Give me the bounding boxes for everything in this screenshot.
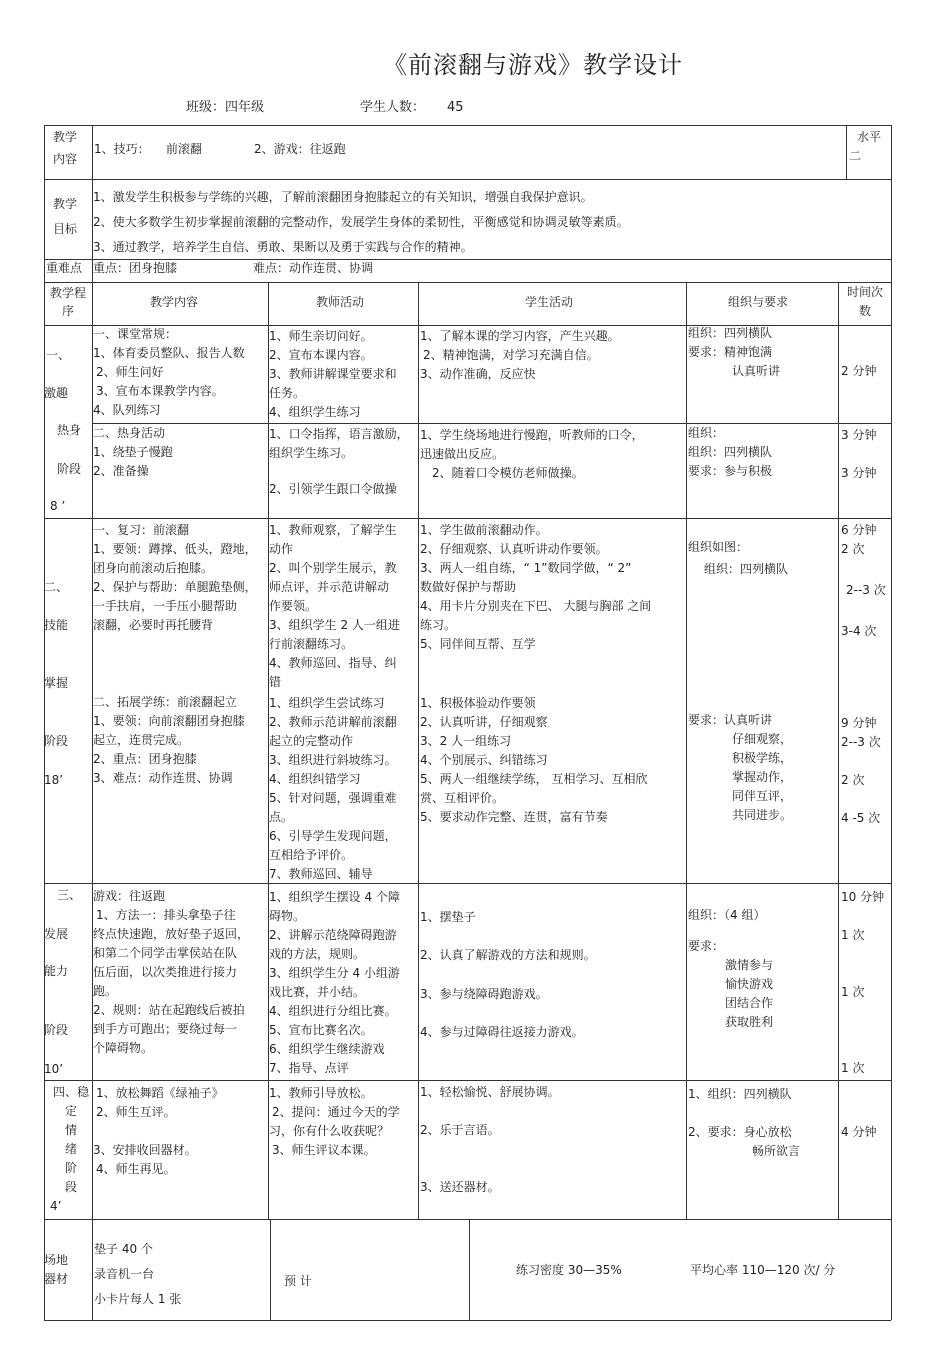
content-cell: 1、放松舞蹈《绿袖子》 2、师生互评。 3、安排收回器材。 4、师生再见。	[93, 1086, 224, 1176]
difficulty-label: 重难点	[46, 261, 83, 275]
stage-label: 四、稳 定 情 绪 阶 段 4’	[50, 1085, 89, 1213]
teacher-cell: 1、口令指挥，语言激励， 组织学生练习。 2、引领学生跟口令做操	[269, 427, 409, 496]
student-cell: 1、摆垫子 2、认真了解游戏的方法和规则。 3、参与绕障碍跑游戏。 4、参与过障碍往返接力游戏。	[420, 910, 596, 1039]
stage-label: 技能	[44, 618, 69, 632]
header-procedure: 教学程 序	[49, 286, 86, 318]
organization-cell: 组织：四列横队 要求：精神饱满 认真听讲	[688, 326, 781, 378]
content-row-label: 教学 内容	[53, 130, 78, 166]
equipment-label: 场地 器材	[44, 1253, 69, 1286]
time-cell: 2 分钟	[841, 364, 877, 378]
student-cell: 1、积极体验动作要领 2、认真听讲，仔细观察 3、2 人一组练习 4、个别展示、纠错练习 5、两人一组继续学练， 互相学习、互相欣 赏、互相评价。 5、要求动作完整、连贯，富有节奏	[420, 696, 648, 824]
goals-list	[93, 185, 629, 260]
organization-cell: 组织： 组织：四列横队 要求：参与积极	[688, 426, 773, 478]
students-label: 学生人数：	[360, 100, 426, 115]
goal-item: 3、通过教学，培养学生自信、勇敢、果断以及勇于实践与合作的精神。	[93, 240, 473, 254]
time-cell: 9 分钟 2--3 次 2 次 4 -5 次	[841, 716, 881, 825]
header-content: 教学内容	[150, 295, 199, 309]
teacher-cell: 1、组织学生摆设 4 个障 碍物。 2、讲解示范绕障碍跑游 戏的方法，规则。 3、组织学生分 4 小组游 戏比赛，并小结。 4、组织进行分组比赛。 5、宣布比赛名次。 6、组织学生继续游戏 7、指导、点评	[269, 890, 400, 1075]
content-cell: 一、复习：前滚翻 1、要领：蹲撑、低头，蹬地， 团身向前滚动后抱膝。 2、保护与帮助：单腿跪垫侧， 一手扶肩，一手压小腿帮助 滚翻，必要时再托腰背	[93, 523, 257, 632]
content-cell: 一、课堂常规： 1、体育委员整队、报告人数 2、师生问好 3、宣布本课教学内容。 4、队列练习	[93, 327, 245, 417]
stage-label: 能力	[44, 964, 69, 978]
equipment-list	[94, 1237, 181, 1312]
header-organization: 组织与要求	[728, 295, 789, 309]
stage-label: 二、	[44, 580, 69, 594]
content-cell: 二、热身活动 1、绕垫子慢跑 2、准备操	[93, 426, 173, 478]
stage-label: 阶段	[44, 1023, 69, 1037]
content-game: 2、游戏：往返跑	[254, 142, 346, 156]
content-cell: 二、拓展学练：前滚翻起立 1、要领：向前滚翻团身抱膝 起立，连贯完成。 2、重点：团身抱膝 3、难点：动作连贯、协调	[93, 695, 245, 785]
stage-label: 热身	[57, 423, 82, 437]
time-cell: 3 分钟	[841, 466, 877, 480]
time-cell: 4 分钟	[841, 1125, 877, 1139]
equipment-item: 小卡片每人 1 张	[94, 1292, 182, 1306]
stage-label: 阶段	[57, 462, 82, 476]
teacher-cell: 1、教师观察，了解学生 动作 2、叫个别学生展示，教 师点评，并示范讲解动 作要领。 3、组织学生 2 人一组进 行前滚翻练习。 4、教师巡回、指导、纠 错	[269, 523, 400, 689]
header-time: 时间次 数	[846, 285, 883, 318]
header-student: 学生活动	[525, 295, 574, 309]
time-cell: 10 分钟 1 次 1 次 1 次	[841, 890, 885, 1075]
estimate-label: 预 计	[284, 1274, 312, 1288]
content-cell: 游戏：往返跑 1、方法一：排头拿垫子往 终点快速跑，放好垫子返回， 和第二个同学击掌侯站在队 伍后面，以次类推进行接力 跑。 2、规则：站在起跑线后被拍 到手方可跑出；要绕过每一 个障碍物。	[93, 889, 250, 1055]
stage-label: 阶段	[44, 734, 69, 748]
time-cell: 6 分钟 2 次 2--3 次 3-4 次	[841, 523, 886, 638]
student-cell: 1、学生绕场地进行慢跑，听教师的口令， 迅速做出反应。 2、随着口令模仿老师做操。	[420, 428, 644, 480]
teacher-cell: 1、组织学生尝试练习 2、教师示范讲解前滚翻 起立的完整动作 3、组织进行斜坡练习。 4、组织纠错学习 5、针对问题，强调重难 点。 6、引导学生发现问题， 互相给予评价。 7、教师巡回、辅导	[269, 696, 397, 881]
teacher-cell: 1、教师引导放松。 2、提问：通过今天的学 习，你有什么收获呢？ 3、师生评议本课。	[269, 1086, 400, 1157]
goal-item: 2、使大多数学生初步掌握前滚翻的完整动作，发展学生身体的柔韧性，平衡感觉和协调灵敏等素质。	[93, 215, 629, 229]
class-label: 班级：四年级	[186, 100, 265, 115]
goal-item: 1、激发学生积极参与学练的兴趣，了解前滚翻团身抱膝起立的有关知识，增强自我保护意识。	[93, 190, 593, 204]
organization-cell: 要求：认真听讲 仔细观察， 积极学练， 掌握动作， 同伴互评， 共同进步。	[688, 713, 793, 822]
goals-row-label: 教学 目标	[53, 197, 78, 236]
student-cell: 1、轻松愉悦、舒展协调。 2、乐于言语。 3、送还器材。	[420, 1085, 560, 1194]
stage-label: 三、	[57, 888, 82, 902]
level-cell: 水平 二	[849, 130, 882, 163]
stage-label: 10’	[44, 1062, 64, 1076]
teacher-cell: 1、师生亲切问好。 2、宣布本课内容。 3、教师讲解课堂要求和 任务。 4、组织学生练习	[269, 329, 397, 419]
stage-label: 18’	[44, 773, 64, 787]
student-cell: 1、学生做前滚翻动作。 2、仔细观察、认真听讲动作要领。 3、两人一组自练，“ 1”数同学做，“ 2” 数做好保护与帮助 4、用卡片分别夹在下巴、 大腿与胸部 之间 练习。 5、同伴间互帮、互学	[420, 523, 652, 651]
content-skill-value: 前滚翻	[166, 142, 203, 156]
students-count: 45	[447, 100, 464, 115]
header-teacher: 教师活动	[316, 295, 365, 309]
content-skill: 1、技巧：	[94, 142, 150, 156]
time-cell: 3 分钟	[841, 428, 877, 442]
organization-cell: 组织如图： 组织：四列横队	[688, 540, 789, 576]
stage-label: 8 ’	[50, 499, 66, 513]
page-title: 《前滚翻与游戏》教学设计	[383, 51, 683, 79]
stage-label: 掌握	[44, 676, 69, 690]
student-cell: 1、了解本课的学习内容，产生兴趣。 2、精神饱满，对学习充满自信。 3、动作准确，反应快	[420, 329, 620, 381]
equipment-item: 垫子 40 个	[94, 1242, 153, 1256]
organization-cell: 组织：（4 组） 要求： 激情参与 愉快游戏 团结合作 获取胜利	[688, 908, 774, 1029]
hard-point: 难点：动作连贯、协调	[253, 261, 374, 275]
stage-label: 激趣	[44, 386, 69, 400]
equipment-item: 录音机一台	[94, 1267, 155, 1281]
organization-cell: 1、组织：四列横队 2、要求：身心放松 畅所欲言	[688, 1087, 801, 1158]
key-point: 重点：团身抱膝	[93, 261, 178, 275]
average-heart-rate: 平均心率 110—120 次/ 分	[690, 1263, 836, 1277]
stage-label: 发展	[44, 927, 69, 941]
stage-label: 一、	[46, 348, 71, 362]
practice-density: 练习密度 30—35%	[516, 1263, 622, 1277]
